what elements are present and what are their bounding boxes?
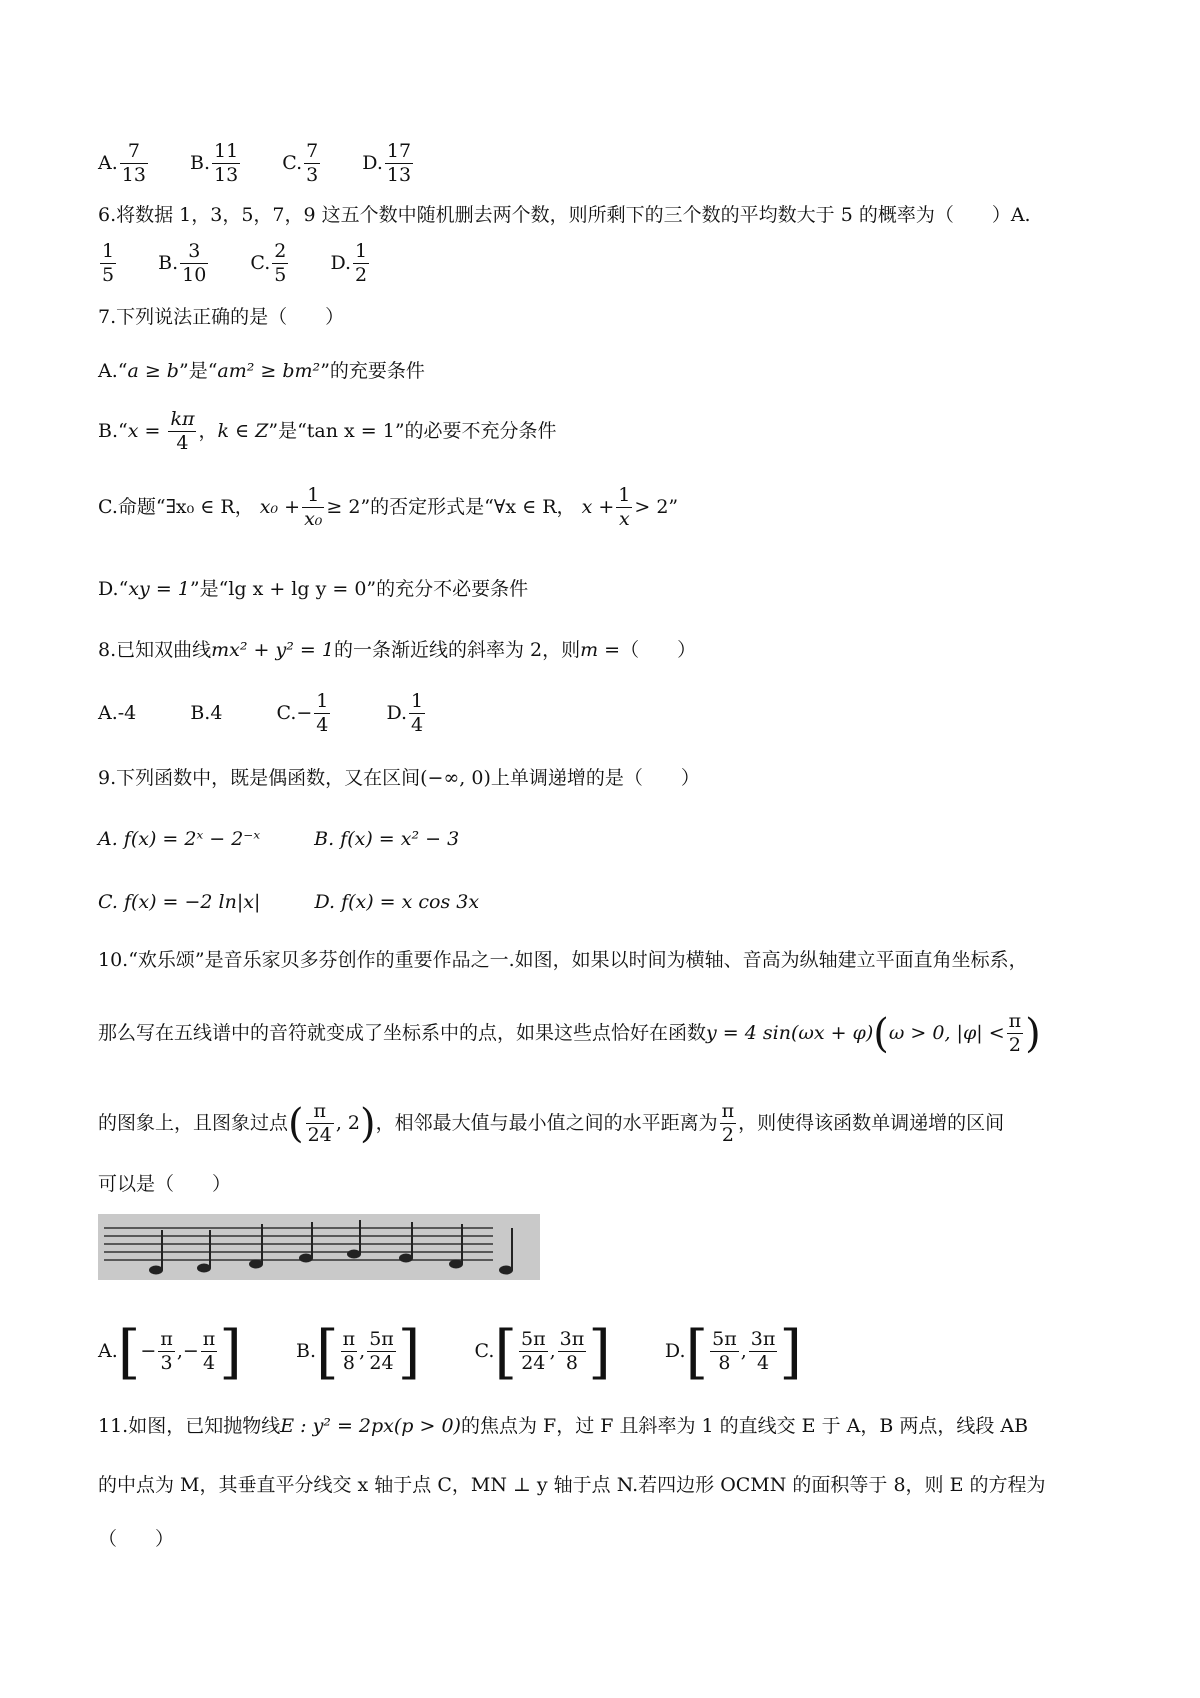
q10-option-a: A.[− $\frac{\pi}{3}$ ,− $\frac{\pi}{4}$ ] bbox=[98, 1318, 242, 1386]
q9-options-cd bbox=[98, 893, 479, 912]
q6-option-c: C. $\frac{2}{5}$ bbox=[250, 240, 287, 286]
q9-stem: 9.下列函数中，既是偶函数，又在区间(−∞, 0)上单调递增的是（ ） bbox=[98, 767, 700, 789]
q5-option-a: A. $\frac{7}{13}$ bbox=[98, 140, 146, 186]
q7-option-d: D.“xy = 1”是“lg x + lg y = 0”的充分不必要条件 bbox=[98, 578, 529, 600]
note-head bbox=[499, 1266, 513, 1275]
q10-line2: 那么写在五线谱中的音符就变成了坐标系中的点，如果这些点恰好在函数y = 4 sin(ωx + φ)(ω > 0, |φ| < $\frac{\pi}{2}$ ) bbox=[98, 1010, 1041, 1057]
q6-stem: 6.将数据 1，3，5，7，9 这五个数中随机删去两个数，则所剩下的三个数的平均数大于 5 的概率为（ ）A. bbox=[98, 204, 1031, 226]
note-head bbox=[249, 1260, 263, 1269]
q8-option-d: D. $\frac{1}{4}$ bbox=[386, 690, 424, 736]
q8-options bbox=[98, 690, 427, 738]
q10-line1: 10.“欢乐颂”是音乐家贝多芬创作的重要作品之一.如图，如果以时间为横轴、音高为纵轴建立平面直角坐标系， bbox=[98, 949, 1028, 971]
note-head bbox=[399, 1254, 413, 1263]
q8-option-a: A.-4 bbox=[98, 701, 137, 724]
q9-option-d: D. f(x) = x cos 3x bbox=[314, 891, 480, 913]
note-head bbox=[299, 1254, 313, 1263]
q9-option-c: C. f(x) = −2 ln|x| bbox=[98, 891, 261, 913]
q8-option-c: C.− $\frac{1}{4}$ bbox=[276, 690, 329, 736]
q10-option-d: D.[ $\frac{5\pi}{8}$ , $\frac{3\pi}{4}$ ] bbox=[664, 1318, 802, 1386]
q6-options bbox=[98, 240, 371, 288]
q7-option-b: B.“x = $\frac{k\pi}{4}$ ，k ∈ Z”是“tan x = 1”的必要不充分条件 bbox=[98, 408, 557, 454]
q10-option-c: C.[ $\frac{5\pi}{24}$ , $\frac{3\pi}{8}$ ] bbox=[474, 1318, 611, 1386]
q7-option-a: A.“a ≥ b”是“am² ≥ bm²”的充要条件 bbox=[98, 360, 425, 382]
q5-options bbox=[98, 140, 415, 188]
q10-option-b: B.[ $\frac{\pi}{8}$ , $\frac{5\pi}{24}$ ] bbox=[295, 1318, 421, 1386]
q9-option-a: A. f(x) = 2ˣ − 2⁻ˣ bbox=[98, 828, 261, 850]
q10-options bbox=[98, 1318, 802, 1386]
q9-options-ab bbox=[98, 830, 459, 849]
q9-option-b: B. f(x) = x² − 3 bbox=[314, 828, 460, 850]
q5-option-c: C. $\frac{7}{3}$ bbox=[282, 140, 319, 186]
note-head bbox=[149, 1266, 163, 1275]
q11-line1: 11.如图，已知抛物线E : y² = 2px(p > 0)的焦点为 F，过 F 且斜率为 1 的直线交 E 于 A，B 两点，线段 AB bbox=[98, 1415, 1029, 1437]
note-head bbox=[197, 1264, 211, 1273]
q8-stem: 8.已知双曲线mx² + y² = 1的一条渐近线的斜率为 2，则m =（ ） bbox=[98, 639, 697, 661]
music-staff-image bbox=[98, 1214, 540, 1280]
q11-line3: （ ） bbox=[98, 1528, 175, 1550]
q6-option-a: $\frac{1}{5}$ bbox=[102, 240, 115, 286]
q6-option-d: D. $\frac{1}{2}$ bbox=[330, 240, 368, 286]
note-head bbox=[347, 1250, 361, 1259]
q11-line2: 的中点为 M，其垂直平分线交 x 轴于点 C，MN ⊥ y 轴于点 N.若四边形 OCMN 的面积等于 8，则 E 的方程为 bbox=[98, 1474, 1046, 1496]
q7-option-c: C.命题“∃x₀ ∈ R， x₀ + $\frac{1}{\text{x₀}}$ ≥ 2”的否定形式是“∀x ∈ R， x + $\frac{1}{x}$ > 2” bbox=[98, 484, 679, 530]
q8-option-b: B.4 bbox=[190, 701, 223, 724]
q5-option-d: D. $\frac{17}{13}$ bbox=[362, 140, 412, 186]
q6-option-b: B. $\frac{3}{10}$ bbox=[158, 240, 207, 286]
q5-option-b: B. $\frac{11}{13}$ bbox=[190, 140, 239, 186]
q10-line4: 可以是（ ） bbox=[98, 1173, 232, 1195]
q7-stem: 7.下列说法正确的是（ ） bbox=[98, 306, 345, 328]
note-head bbox=[449, 1260, 463, 1269]
music-staff-drawing bbox=[98, 1214, 540, 1280]
q10-line3: 的图象上，且图象过点( $\frac{\pi}{24}$ , 2)，相邻最大值与最小值之间的水平距离为 $\frac{\pi}{2}$ ，则使得该函数单调递增的区间 bbox=[98, 1100, 1005, 1147]
